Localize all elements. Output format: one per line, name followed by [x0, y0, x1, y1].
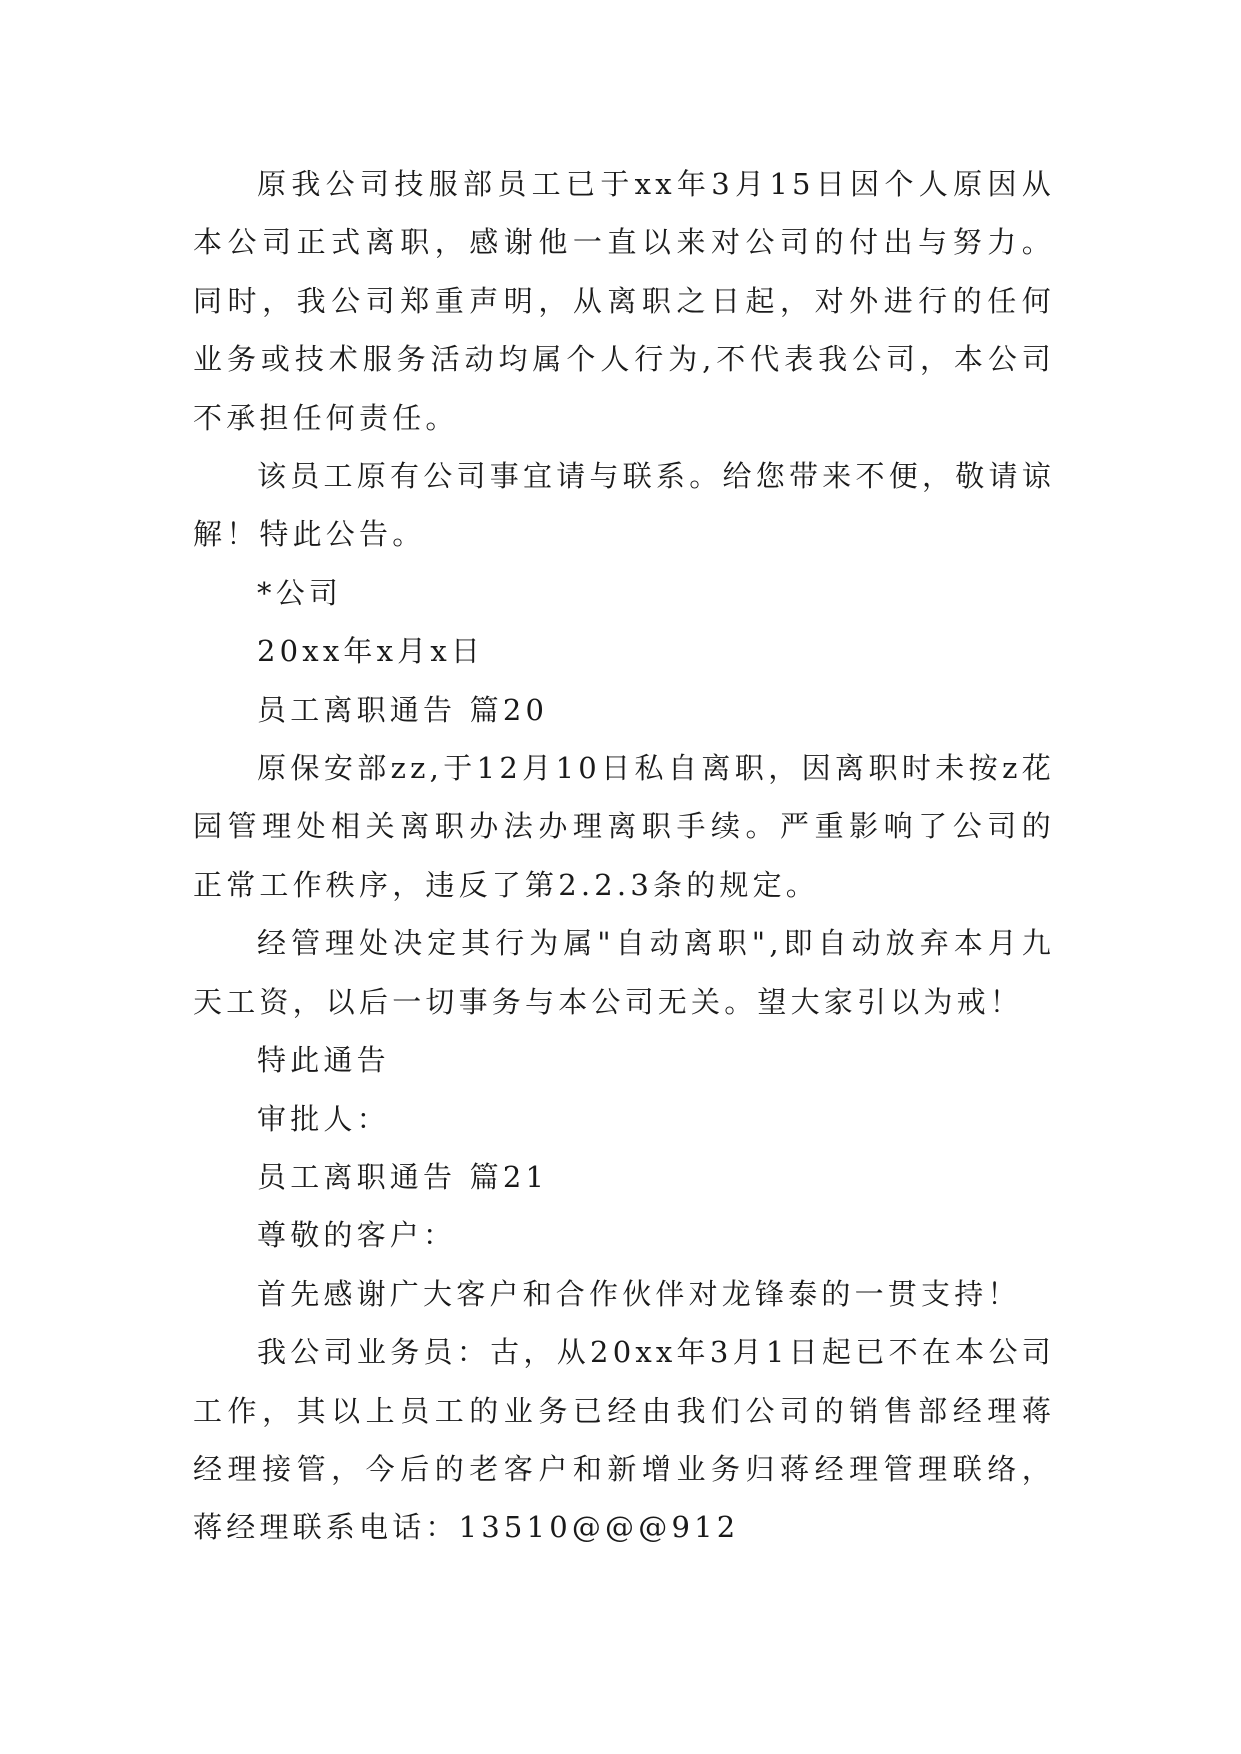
- paragraph-management-decision: 经管理处决定其行为属"自动离职",即自动放弃本月九天工资，以后一切事务与本公司无关。望大家引以为戒！: [193, 926, 1055, 1019]
- signature-date: 20xx年x月x日: [257, 634, 485, 669]
- salutation: 尊敬的客户：: [257, 1218, 457, 1253]
- approver-label: 审批人：: [257, 1101, 390, 1136]
- paragraph-salesperson-handover: 我公司业务员：古，从20xx年3月1日起已不在本公司工作，其以上员工的业务已经由我们公司的销售部经理蒋经理接管，今后的老客户和新增业务归蒋经理管理联络，蒋经理联系电话：13510@@@912: [193, 1335, 1055, 1545]
- paragraph-contact-apology: 该员工原有公司事宜请与联系。给您带来不便，敬请谅解！特此公告。: [193, 459, 1055, 552]
- notice-closing: 特此通告: [257, 1043, 390, 1078]
- section-heading-21: 员工离职通告 篇21: [257, 1159, 549, 1194]
- paragraph-security-dept: 原保安部zz,于12月10日私自离职，因离职时未按z花园管理处相关离职办法办理离职手续。严重影响了公司的正常工作秩序，违反了第2.2.3条的规定。: [193, 751, 1055, 902]
- document-body: [193, 155, 1055, 1557]
- section-heading-20: 员工离职通告 篇20: [257, 692, 549, 727]
- paragraph-thanks: 首先感谢广大客户和合作伙伴对龙锋泰的一贯支持！: [257, 1276, 1021, 1311]
- paragraph-resignation-notice: 原我公司技服部员工已于xx年3月15日因个人原因从本公司正式离职，感谢他一直以来对公司的付出与努力。同时，我公司郑重声明，从离职之日起，对外进行的任何业务或技术服务活动均属个人行为,不代表我公司，本公司不承担任何责任。: [193, 167, 1055, 435]
- company-signature: *公司: [257, 575, 343, 610]
